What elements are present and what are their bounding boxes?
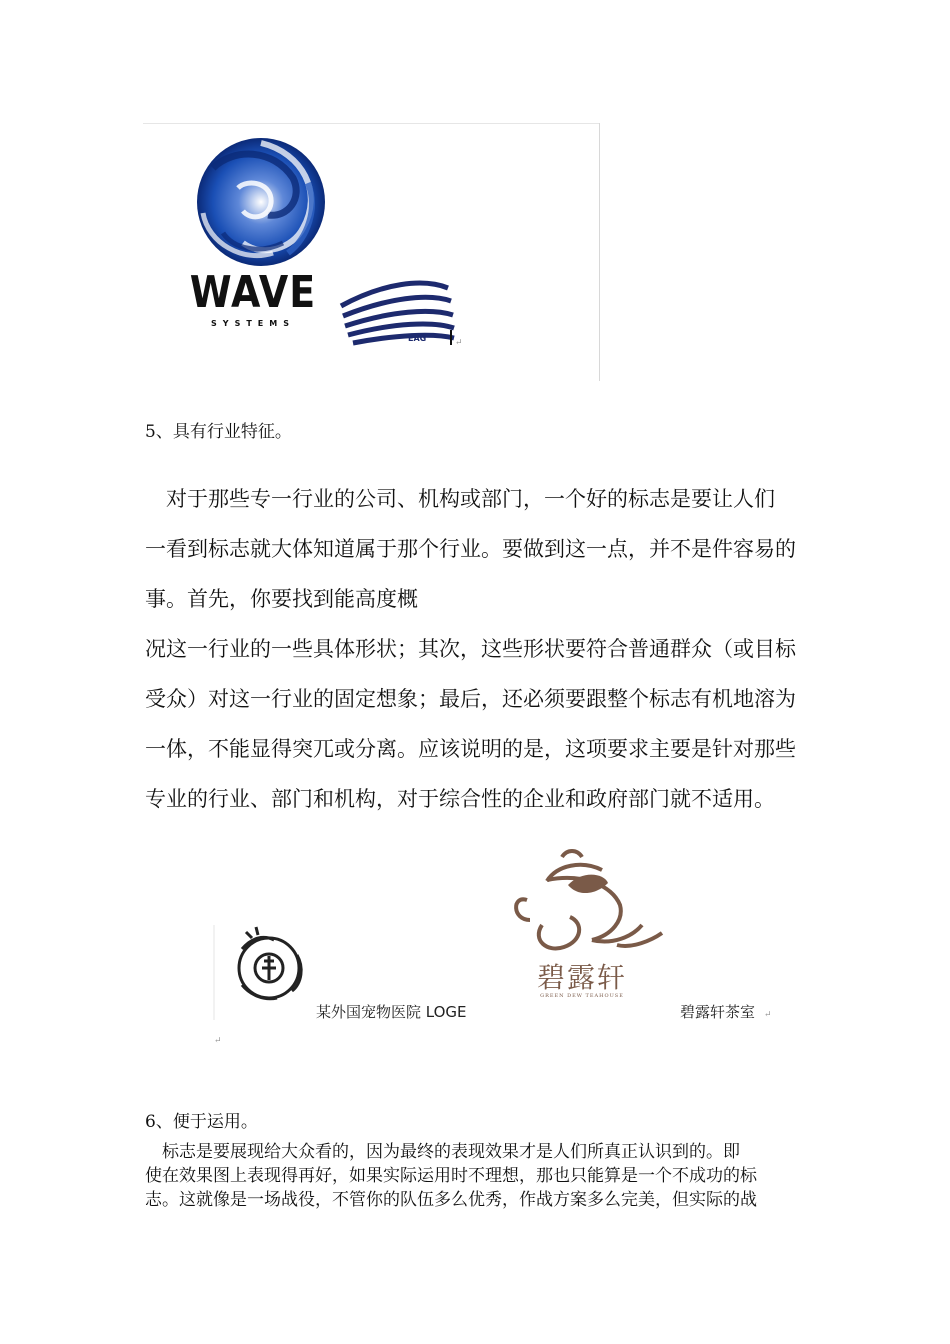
paragraph-line: 事。首先，你要找到能高度概 [145,587,418,611]
figure-frame-top [143,123,600,124]
paragraph-line: 对于那些专一行业的公司、机构或部门，一个好的标志是要让人们 [145,487,775,511]
wave-eag-logos-svg [143,123,600,381]
wave-logo-subtext: SYSTEMS [211,319,295,328]
paragraph-line: 标志是要展现给大众看的，因为最终的表现效果才是人们所真正认识到的。即 [145,1142,740,1162]
wave-swirl-icon [197,138,325,266]
tea-house-caption: 碧露轩茶室 [680,1003,756,1021]
paragraph-line: 况这一行业的一些具体形状；其次，这些形状要符合普通群众（或目标 [145,637,796,661]
logo-figure-pet-tea [212,845,812,1055]
pet-hospital-caption: 某外国宠物医院 LOGE [316,1003,467,1021]
wave-logo-text: WAVE [189,266,317,318]
paragraph-line: 一看到标志就大体知道属于那个行业。要做到这一点，并不是件容易的 [145,537,796,561]
section-6-paragraph [145,1140,845,1212]
eag-logo-text: EAG [408,334,427,343]
return-mark-icon: ↵ [214,1036,222,1046]
eag-wing-icon [341,283,454,343]
teapot-logo-icon [516,851,662,948]
pet-tea-logos-svg [212,845,812,1055]
logo-figure-wave-eag [143,123,600,381]
text-cursor [450,330,452,345]
paragraph-line: 受众）对这一行业的固定想象；最后，还必须要跟整个标志有机地溶为 [145,687,796,711]
section-6-heading: 6、便于运用。 [145,1112,258,1132]
tea-logo-subtext: GREEN DEW TEAHOUSE [540,993,624,999]
paragraph-line: 使在效果图上表现得再好，如果实际运用时不理想，那也只能算是一个不成功的标 [145,1166,757,1186]
section-5-paragraph [145,474,845,824]
return-mark-icon: ↵ [764,1010,772,1020]
paragraph-line: 志。这就像是一场战役，不管你的队伍多么优秀，作战方案多么完美，但实际的战 [145,1190,757,1210]
paragraph-line: 专业的行业、部门和机构，对于综合性的企业和政府部门就不适用。 [145,787,775,811]
return-mark-icon: ↵ [455,338,463,348]
section-5-heading: 5、具有行业特征。 [145,422,292,442]
paragraph-line: 一体，不能显得突兀或分离。应该说明的是，这项要求主要是针对那些 [145,737,796,761]
tea-logo-text: 碧露轩 [536,961,628,994]
pet-hospital-emblem-icon [239,927,301,999]
figure-frame-right [599,123,600,381]
